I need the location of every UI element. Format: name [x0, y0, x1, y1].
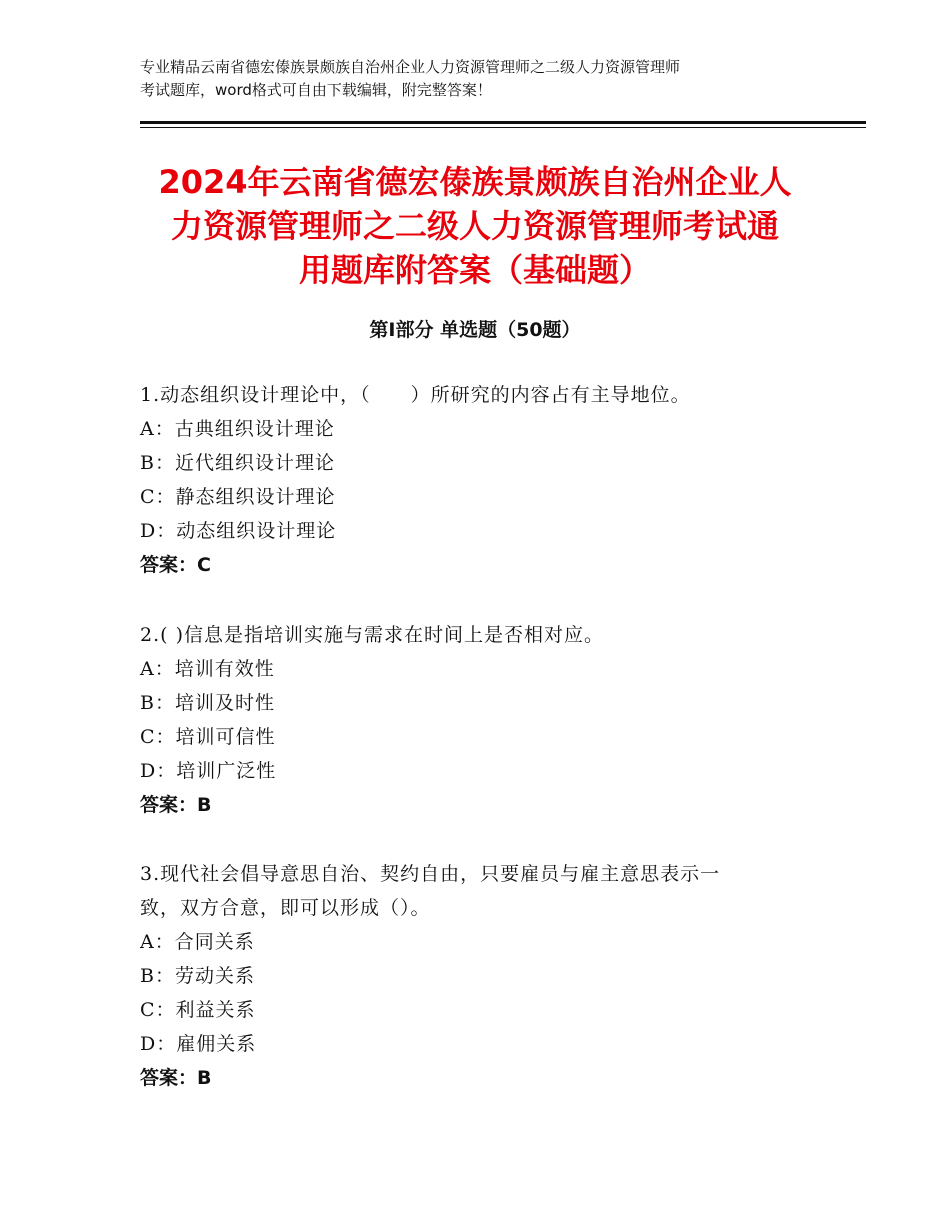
option-c: C：利益关系 [140, 999, 256, 1021]
question-1 [140, 378, 820, 582]
option-a: A：合同关系 [140, 931, 255, 953]
document-title [120, 160, 830, 292]
answer: 答案：B [140, 794, 212, 816]
option-d: D：动态组织设计理论 [140, 520, 337, 542]
question-3 [140, 857, 820, 1095]
title-line-1: 2024年云南省德宏傣族景颇族自治州企业人 [158, 163, 792, 201]
header-divider-thick [140, 121, 866, 124]
option-b: B：劳动关系 [140, 965, 255, 987]
option-b: B：培训及时性 [140, 692, 275, 714]
option-c: C：培训可信性 [140, 726, 276, 748]
option-a: A：古典组织设计理论 [140, 418, 335, 440]
question-stem-line-2: 致，双方合意，即可以形成（）。 [140, 897, 431, 919]
option-c: C：静态组织设计理论 [140, 486, 336, 508]
option-d: D：雇佣关系 [140, 1033, 257, 1055]
header-divider-thin [140, 127, 866, 128]
question-stem-line-1: 3.现代社会倡导意思自治、契约自由，只要雇员与雇主意思表示一 [140, 863, 721, 885]
option-b: B：近代组织设计理论 [140, 452, 335, 474]
title-line-3: 用题库附答案（基础题） [298, 251, 651, 289]
answer: 答案：C [140, 554, 211, 576]
section-heading: 第Ⅰ部分 单选题（50题） [369, 319, 581, 341]
title-line-2: 力资源管理师之二级人力资源管理师考试通 [170, 207, 779, 245]
option-a: A：培训有效性 [140, 658, 275, 680]
option-d: D：培训广泛性 [140, 760, 277, 782]
answer: 答案：B [140, 1067, 212, 1089]
header-line-1: 专业精品云南省德宏傣族景颇族自治州企业人力资源管理师之二级人力资源管理师 [140, 58, 681, 76]
question-stem: 2.( )信息是指培训实施与需求在时间上是否相对应。 [140, 624, 604, 646]
question-2 [140, 618, 820, 822]
page-header [140, 56, 820, 102]
question-stem: 1.动态组织设计理论中，（ ）所研究的内容占有主导地位。 [140, 384, 691, 406]
header-line-2: 考试题库，word格式可自由下载编辑，附完整答案！ [140, 81, 492, 99]
